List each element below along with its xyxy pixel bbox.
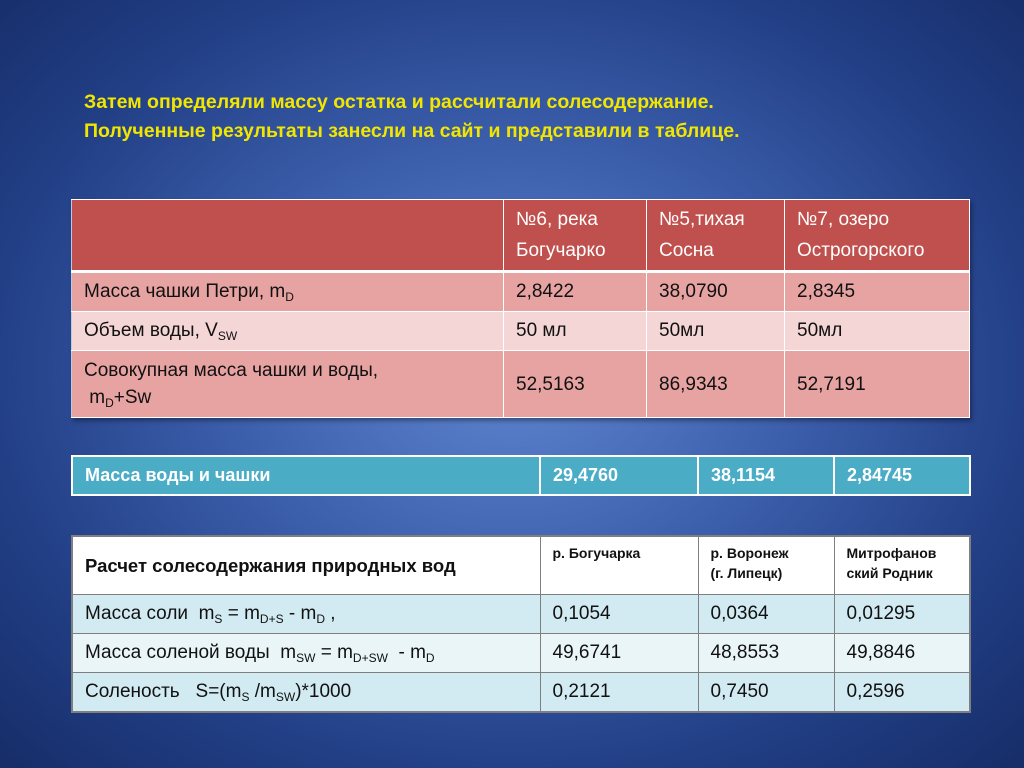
table-cell: 50мл	[785, 312, 970, 351]
salinity-table	[71, 535, 971, 713]
row-label: Объем воды, $V_{SW}$	[72, 312, 504, 351]
header-cell: №5,тихая Сосна	[647, 200, 785, 272]
row-label: Масса воды и чашки	[72, 456, 540, 495]
table-cell: 50 мл	[504, 312, 647, 351]
table-row	[72, 312, 970, 351]
table-row	[72, 456, 970, 495]
table-header-row	[72, 200, 970, 272]
row-label: Масса соли $m_S = m_{D+S} - m_D$ ,	[72, 595, 540, 634]
table-cell: 2,8422	[504, 272, 647, 312]
table-row	[72, 272, 970, 312]
header-cell: №6, река Богучарко	[504, 200, 647, 272]
header-cell: Митрофанов ский Родник	[834, 536, 970, 595]
slide-heading	[84, 88, 964, 146]
header-cell: №7, озеро Острогорского	[785, 200, 970, 272]
table-cell: 0,2596	[834, 673, 970, 713]
table-row	[72, 595, 970, 634]
table-cell: 38,1154	[698, 456, 834, 495]
table-cell: 52,7191	[785, 351, 970, 418]
measurements-table	[71, 199, 970, 418]
header-empty-cell	[72, 200, 504, 272]
table-cell: 0,0364	[698, 595, 834, 634]
table-cell: 2,8345	[785, 272, 970, 312]
heading-line-2: Полученные результаты занесли на сайт и представили в таблице.	[84, 120, 740, 142]
table-cell: 0,2121	[540, 673, 698, 713]
water-and-dish-mass-table	[71, 455, 971, 496]
header-cell: р. Богучарка	[540, 536, 698, 595]
heading-line-1: Затем определяли массу остатка и рассчитали солесодержание.	[84, 91, 714, 113]
row-label: Совокупная масса чашки и воды, $m_D+Sw$	[72, 351, 504, 418]
table-cell: 0,1054	[540, 595, 698, 634]
table-row	[72, 673, 970, 713]
table-cell: 2,84745	[834, 456, 970, 495]
row-label: Масса соленой воды $m_{SW} = m_{D+SW} - m_D$	[72, 634, 540, 673]
table-row	[72, 634, 970, 673]
table-cell: 49,6741	[540, 634, 698, 673]
table-cell: 48,8553	[698, 634, 834, 673]
table-cell: 86,9343	[647, 351, 785, 418]
table-row	[72, 351, 970, 418]
table-cell: 38,0790	[647, 272, 785, 312]
table-cell: 0,01295	[834, 595, 970, 634]
table-cell: 0,7450	[698, 673, 834, 713]
table-cell: 29,4760	[540, 456, 698, 495]
table-title: Расчет солесодержания природных вод	[72, 536, 540, 595]
row-label: Масса чашки Петри, $m_D$	[72, 272, 504, 312]
header-cell: р. Воронеж (г. Липецк)	[698, 536, 834, 595]
table-cell: 52,5163	[504, 351, 647, 418]
table-header-row	[72, 536, 970, 595]
table-cell: 49,8846	[834, 634, 970, 673]
table-cell: 50мл	[647, 312, 785, 351]
row-label: Соленость $S=(m_S$ $/m_{SW})*1000$	[72, 673, 540, 713]
